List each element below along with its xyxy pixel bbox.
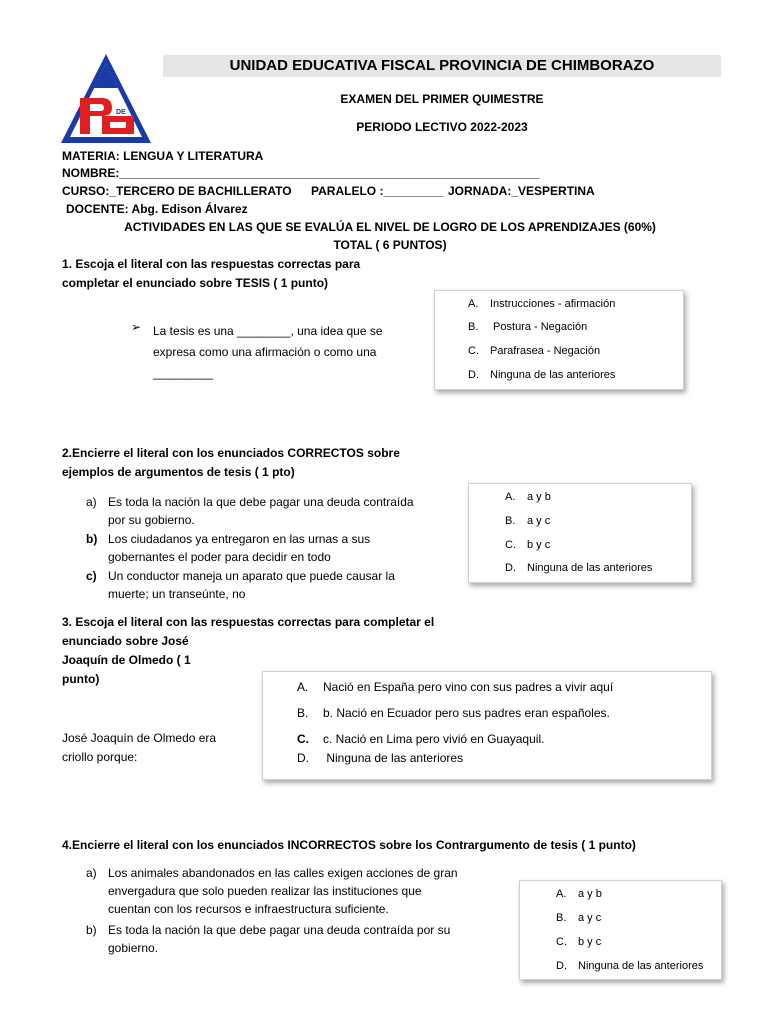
option-text: Ninguna de las anteriores — [323, 751, 464, 765]
item-key: a) — [86, 866, 97, 880]
q1-option-d[interactable] — [468, 369, 615, 381]
item-line: cuentan con los recursos e infraestructura suficiente. — [108, 902, 389, 916]
q1-option-b[interactable] — [468, 321, 587, 333]
q3-option-d[interactable] — [297, 751, 463, 765]
q2-item-a — [86, 493, 436, 529]
q4-prompt: 4.Encierre el literal con los enunciados INCORRECTOS sobre los Contrargumento de tesis ( 1 punto) — [62, 838, 636, 852]
item-key: b) — [86, 532, 98, 546]
q1-statement-line3: _________ — [153, 366, 214, 380]
q2-prompt-line1: 2.Encierre el literal con los enunciados CORRECTOS sobre — [62, 446, 400, 460]
q1-options-box — [434, 290, 684, 390]
item-line: gobernantes el poder para decidir en todo — [108, 550, 331, 564]
option-letter: D. — [297, 751, 309, 765]
q2-prompt — [62, 444, 400, 482]
paralelo-line: PARALELO :_________ — [311, 184, 444, 198]
section-total: TOTAL ( 6 PUNTOS) — [333, 238, 447, 252]
q2-item-b — [86, 530, 436, 566]
jornada-line: JORNADA:_VESPERTINA — [448, 184, 595, 198]
option-letter: B. — [505, 515, 516, 527]
period-title: PERIODO LECTIVO 2022-2023 — [356, 120, 528, 134]
item-text — [108, 864, 458, 918]
q3-option-c[interactable] — [297, 732, 544, 746]
section-title: ACTIVIDADES EN LAS QUE SE EVALÚA EL NIVEL DE LOGRO DE LOS APRENDIZAJES (60%) — [124, 220, 656, 234]
q1-option-c[interactable] — [468, 345, 600, 357]
q4-item-a — [86, 864, 486, 920]
arrow-bullet-icon: ➢ — [131, 320, 142, 334]
q3-statement-line1: José Joaquín de Olmedo era — [62, 731, 217, 745]
docente-line: DOCENTE: Abg. Edison Álvarez — [66, 202, 248, 216]
item-key: c) — [86, 569, 97, 583]
option-letter: A. — [297, 680, 309, 694]
q4-option-d[interactable] — [556, 960, 703, 972]
q4-option-c[interactable] — [556, 936, 601, 948]
option-text: Nació en España pero vino con sus padres a vivir aquí — [323, 680, 614, 694]
exam-title: EXAMEN DEL PRIMER QUIMESTRE — [340, 92, 544, 106]
option-text: b y c — [527, 539, 551, 551]
q4-option-a[interactable] — [556, 888, 602, 900]
q2-option-a[interactable] — [505, 491, 551, 503]
q2-option-d[interactable] — [505, 562, 652, 574]
option-letter: A. — [556, 888, 567, 900]
item-line: Es toda la nación la que debe pagar una deuda contraída por su — [108, 923, 451, 937]
q1-option-a[interactable] — [468, 298, 615, 310]
q2-prompt-line2: ejemplos de argumentos de tesis ( 1 pto) — [62, 465, 295, 479]
option-text: Instrucciones - afirmación — [490, 298, 616, 310]
item-line: Es toda la nación la que debe pagar una deuda contraída — [108, 495, 414, 509]
option-letter: D. — [505, 562, 516, 574]
option-letter: C. — [468, 345, 479, 357]
q4-item-b — [86, 921, 486, 957]
item-line: gobierno. — [108, 941, 159, 955]
q2-option-c[interactable] — [505, 539, 550, 551]
item-line: por su gobierno. — [108, 513, 195, 527]
q3-prompt-line4: punto) — [62, 672, 100, 686]
option-letter: C. — [505, 539, 516, 551]
option-letter: C. — [297, 732, 309, 746]
option-text: b. Nació en Ecuador pero sus padres eran españoles. — [323, 706, 610, 720]
item-line: envergadura que solo pueden realizar las instituciones que — [108, 884, 422, 898]
option-text: a y b — [578, 888, 602, 900]
item-key: a) — [86, 495, 97, 509]
q1-statement-line2: expresa como una afirmación o como una — [153, 345, 377, 359]
q3-option-b[interactable] — [297, 706, 610, 720]
q3-options-box — [262, 671, 712, 780]
q3-prompt-line1: 3. Escoja el literal con las respuestas correctas para completar el — [62, 615, 435, 629]
item-line: Los animales abandonados en las calles exigen acciones de gran — [108, 866, 458, 880]
option-text: Postura - Negación — [490, 321, 588, 333]
option-text: a y c — [578, 912, 602, 924]
q1-statement — [153, 321, 383, 384]
item-text — [108, 567, 395, 603]
q4-option-b[interactable] — [556, 912, 601, 924]
option-text: b y c — [578, 936, 602, 948]
item-line: Un conductor maneja un aparato que puede causar la — [108, 569, 395, 583]
option-text: Ninguna de las anteriores — [527, 562, 653, 574]
option-letter: D. — [468, 369, 479, 381]
option-text: Parafrasea - Negación — [490, 345, 601, 357]
q2-options-box — [468, 483, 692, 583]
option-letter: D. — [556, 960, 567, 972]
item-line: Los ciudadanos ya entregaron en las urnas a sus — [108, 532, 371, 546]
materia-line: MATERIA: LENGUA Y LITERATURA — [62, 149, 264, 163]
q3-prompt-line2: enunciado sobre José — [62, 634, 189, 648]
q1-statement-line1: La tesis es una ________, una idea que se — [153, 324, 383, 338]
school-logo — [58, 52, 154, 146]
q2-item-c — [86, 567, 436, 603]
q3-statement — [62, 729, 216, 767]
nombre-line: NOMBRE:_______________________________________________________________ — [62, 166, 540, 180]
q2-option-b[interactable] — [505, 515, 550, 527]
option-letter: C. — [556, 936, 567, 948]
q3-option-a[interactable] — [297, 680, 613, 694]
item-line: muerte; un transeúnte, no — [108, 587, 246, 601]
logo-text: DE — [116, 109, 126, 116]
q3-statement-line2: criollo porque: — [62, 750, 138, 764]
option-text: Ninguna de las anteriores — [490, 369, 616, 381]
option-text: a y c — [527, 515, 551, 527]
q4-options-box — [519, 880, 722, 980]
curso-line: CURSO:_TERCERO DE BACHILLERATO — [62, 184, 292, 198]
q1-prompt-line2: completar el enunciado sobre TESIS ( 1 punto) — [62, 276, 329, 290]
institution-title: UNIDAD EDUCATIVA FISCAL PROVINCIA DE CHIMBORAZO — [163, 55, 721, 77]
option-letter: B. — [297, 706, 309, 720]
item-text — [108, 530, 370, 566]
option-text: c. Nació en Lima pero vivió en Guayaquil. — [323, 732, 545, 746]
option-letter: A. — [505, 491, 516, 503]
item-key: b) — [86, 923, 97, 937]
q3-prompt-line3: Joaquín de Olmedo ( 1 — [62, 653, 191, 667]
logo-graphic — [58, 52, 154, 146]
q1-prompt-line1: 1. Escoja el literal con las respuestas correctas para — [62, 257, 361, 271]
option-letter: A. — [468, 298, 479, 310]
item-text — [108, 921, 450, 957]
q1-prompt — [62, 255, 360, 293]
option-text: a y b — [527, 491, 551, 503]
option-text: Ninguna de las anteriores — [578, 960, 704, 972]
option-letter: B. — [468, 321, 479, 333]
item-text — [108, 493, 414, 529]
option-letter: B. — [556, 912, 567, 924]
